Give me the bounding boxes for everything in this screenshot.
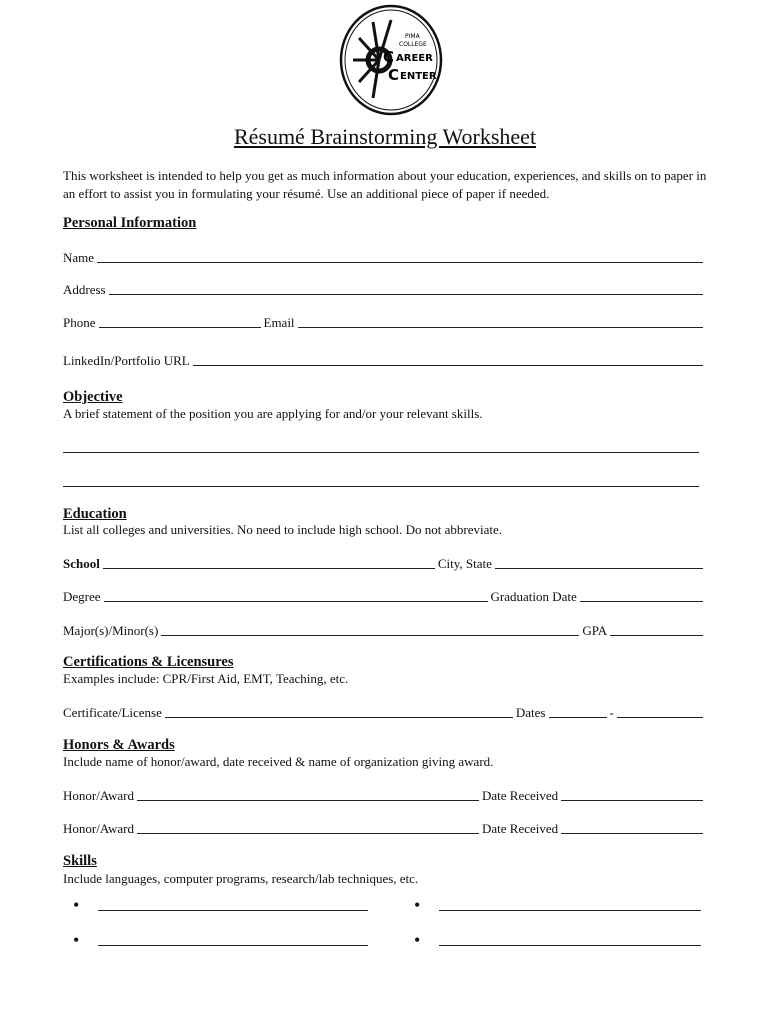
- skill-bullet: •: [414, 895, 421, 915]
- honors-heading: Honors & Awards: [63, 737, 175, 753]
- skill-field[interactable]: [98, 910, 368, 911]
- linkedin-field[interactable]: [193, 365, 703, 366]
- date-received-label: Date Received: [482, 821, 559, 836]
- objective-line-1[interactable]: [63, 452, 699, 453]
- honor-award-row-1: [63, 786, 706, 804]
- city-state-label: City, State: [437, 556, 492, 571]
- school-label: School: [63, 556, 100, 571]
- linkedin-row: [63, 351, 706, 369]
- skills-description: Include languages, computer programs, research/lab techniques, etc.: [63, 871, 419, 886]
- date-start-field[interactable]: [549, 717, 607, 718]
- name-label: Name: [63, 250, 95, 265]
- phone-email-row: [63, 313, 706, 331]
- svg-text:C: C: [383, 48, 395, 66]
- school-row: [63, 554, 706, 572]
- skill-bullet: •: [73, 895, 80, 915]
- email-field[interactable]: [298, 327, 703, 328]
- page-title: Résumé Brainstorming Worksheet: [233, 124, 537, 149]
- skills-heading: Skills: [63, 853, 97, 869]
- skill-bullet: •: [73, 930, 80, 950]
- gpa-label: GPA: [582, 623, 608, 638]
- date-received-field[interactable]: [561, 800, 703, 801]
- education-description: List all colleges and universities. No need to include high school. Do not abbreviate.: [63, 522, 503, 537]
- certifications-heading: Certifications & Licensures: [63, 654, 234, 670]
- degree-field[interactable]: [104, 601, 488, 602]
- graduation-date-field[interactable]: [580, 601, 703, 602]
- certificate-label: Certificate/License: [63, 705, 162, 720]
- skill-field[interactable]: [439, 945, 701, 946]
- svg-text:AREER: AREER: [396, 53, 433, 64]
- degree-label: Degree: [63, 589, 101, 604]
- objective-line-2[interactable]: [63, 486, 699, 487]
- degree-row: [63, 587, 706, 605]
- dates-dash: -: [609, 705, 614, 720]
- email-label: Email: [263, 315, 295, 330]
- honor-award-label: Honor/Award: [63, 821, 135, 836]
- address-label: Address: [63, 282, 106, 297]
- address-field[interactable]: [109, 294, 703, 295]
- objective-heading: Objective: [63, 389, 123, 405]
- certificate-field[interactable]: [165, 717, 513, 718]
- city-state-field[interactable]: [495, 568, 703, 569]
- skill-bullet: •: [414, 930, 421, 950]
- dates-label: Dates: [515, 705, 546, 720]
- phone-label: Phone: [63, 315, 96, 330]
- certificate-row: [63, 703, 706, 721]
- date-received-label: Date Received: [482, 788, 559, 803]
- name-row: [63, 248, 706, 266]
- phone-field[interactable]: [99, 327, 261, 328]
- intro-paragraph: This worksheet is intended to help you get as much information about your education, experiences, and skills on to paper in an effort to assist you in formulating your résumé. Use an additional piece of paper if needed.: [63, 168, 707, 201]
- address-row: [63, 280, 706, 298]
- svg-text:COLLEGE: COLLEGE: [399, 41, 427, 48]
- certifications-description: Examples include: CPR/First Aid, EMT, Teaching, etc.: [63, 671, 349, 686]
- graduation-date-label: Graduation Date: [490, 589, 577, 604]
- date-received-field[interactable]: [561, 833, 703, 834]
- major-field[interactable]: [161, 635, 579, 636]
- objective-description: A brief statement of the position you are applying for and/or your relevant skills.: [63, 406, 483, 421]
- name-field[interactable]: [97, 262, 703, 263]
- honors-description: Include name of honor/award, date received & name of organization giving award.: [63, 754, 494, 769]
- svg-text:ENTER: ENTER: [400, 71, 437, 82]
- honor-award-field[interactable]: [137, 800, 479, 801]
- gpa-field[interactable]: [610, 635, 703, 636]
- school-field[interactable]: [103, 568, 435, 569]
- date-end-field[interactable]: [617, 717, 703, 718]
- honor-award-label: Honor/Award: [63, 788, 135, 803]
- linkedin-label: LinkedIn/Portfolio URL: [63, 353, 190, 368]
- svg-text:PIMA: PIMA: [405, 33, 420, 40]
- major-label: Major(s)/Minor(s): [63, 623, 159, 638]
- honor-award-field[interactable]: [137, 833, 479, 834]
- major-row: [63, 621, 706, 639]
- honor-award-row-2: [63, 819, 706, 837]
- skill-field[interactable]: [439, 910, 701, 911]
- personal-info-heading: Personal Information: [63, 215, 197, 231]
- career-center-logo: [339, 4, 443, 116]
- education-heading: Education: [63, 506, 127, 522]
- svg-text:C: C: [388, 66, 400, 84]
- skill-field[interactable]: [98, 945, 368, 946]
